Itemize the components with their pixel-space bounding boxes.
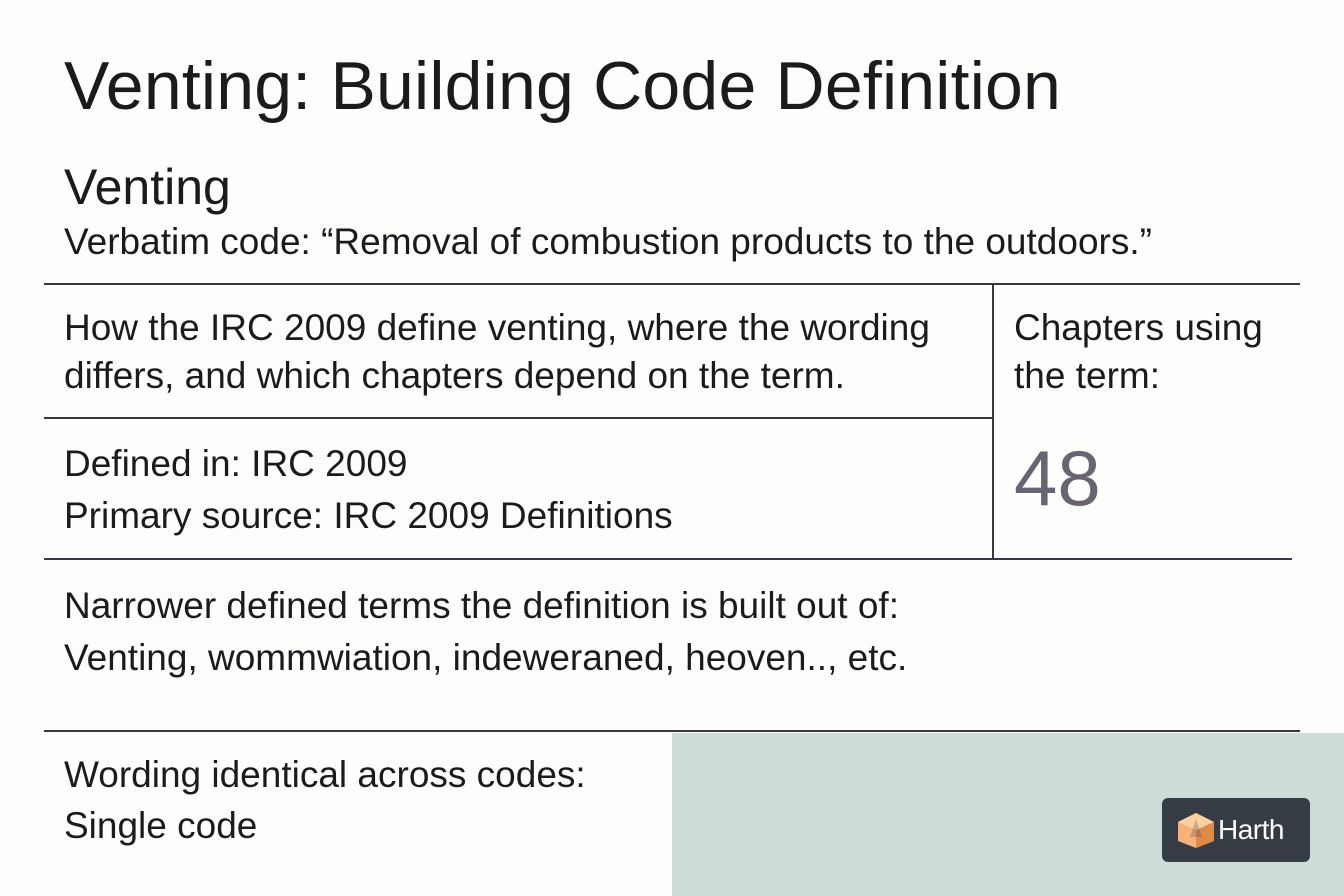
divider-table-bottom <box>44 558 1292 560</box>
page-title: Venting: Building Code Definition <box>64 48 1062 124</box>
chapters-label-line-1: Chapters using <box>1014 307 1263 348</box>
harth-logo <box>1162 798 1310 862</box>
divider-bottom <box>44 730 1300 732</box>
term-heading: Venting <box>64 159 231 215</box>
wording-label: Wording identical across codes: <box>64 754 586 795</box>
chapters-count: 48 <box>1014 434 1101 522</box>
summary-line-2: differs, and which chapters depend on the term. <box>64 355 845 396</box>
summary-line-1: How the IRC 2009 define venting, where the wording <box>64 307 930 348</box>
divider-summary <box>44 417 993 419</box>
cube-logo-icon <box>1176 811 1216 849</box>
divider-vertical <box>992 284 994 559</box>
verbatim-definition: Verbatim code: “Removal of combustion products to the outdoors.” <box>64 221 1152 262</box>
narrower-terms-list: Venting, wommwiation, indeweraned, heoven.., etc. <box>64 637 908 678</box>
divider-top <box>44 283 1300 285</box>
wording-value: Single code <box>64 805 258 846</box>
primary-source: Primary source: IRC 2009 Definitions <box>64 495 673 536</box>
chapters-label-line-2: the term: <box>1014 355 1160 396</box>
logo-text: Harth <box>1218 814 1284 845</box>
defined-in: Defined in: IRC 2009 <box>64 443 408 484</box>
narrower-terms-label: Narrower defined terms the definition is built out of: <box>64 585 899 626</box>
